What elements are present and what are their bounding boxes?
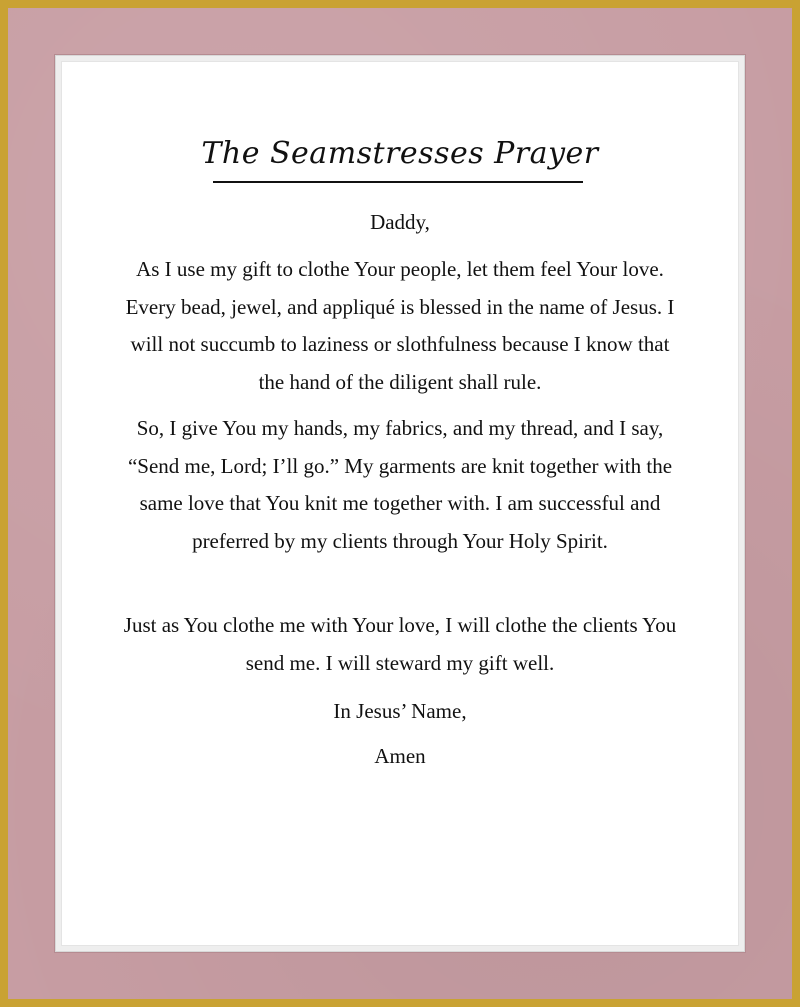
paragraph-1: As I use my gift to clothe Your people, let them feel Your love. Every bead, jewel, and appliqué is blessed in the name of Jesus. I will not succumb to laziness or slothfulness because I know that the hand of the diligent shall rule. [125,257,675,394]
paragraph-2: So, I give You my hands, my fabrics, and my thread, and I say, “Send me, Lord; I’ll go.” My garments are knit together with the same love that You knit me together with. I am successful and preferred by my clients through Your Holy Spirit. [127,416,673,553]
prayer-title: The Seamstresses Prayer [201,136,599,171]
amen-line: Amen [374,744,426,768]
closing-line: In Jesus’ Name, [333,699,467,723]
title-underline [213,181,583,183]
paragraph-3: Just as You clothe me with Your love, I will clothe the clients You send me. I will steward my gift well. [123,613,677,675]
salutation: Daddy, [370,210,430,234]
